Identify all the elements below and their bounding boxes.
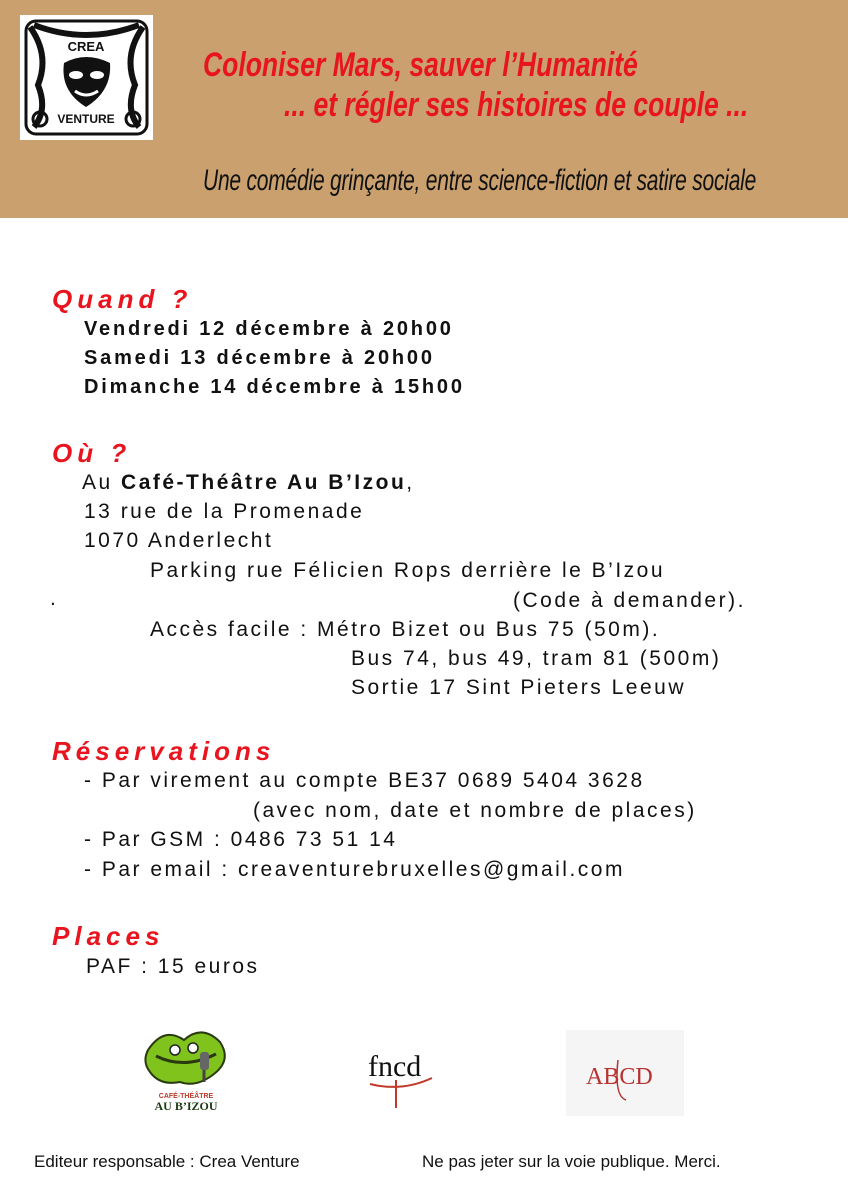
- access-bus: Bus 74, bus 49, tram 81 (500m): [351, 647, 722, 670]
- price-info: PAF : 15 euros: [86, 955, 260, 978]
- svg-text:fncd: fncd: [368, 1050, 422, 1083]
- lips-icon: [140, 1022, 232, 1114]
- theatre-mask-icon: [20, 15, 153, 140]
- abcd-mark: [566, 1030, 684, 1116]
- fncd-mark: [366, 1036, 438, 1110]
- date-friday: Vendredi 12 décembre à 20h00: [84, 318, 454, 340]
- svg-text:ABCD: ABCD: [586, 1064, 653, 1090]
- reservations-title: Réservations: [52, 736, 276, 766]
- title-line-1: Coloniser Mars, sauver l’Humanité: [203, 46, 638, 84]
- access-info: Accès facile : Métro Bizet ou Bus 75 (50m).: [150, 618, 661, 641]
- venue-name: Café-Théâtre Au B’Izou: [121, 471, 407, 494]
- title-line-2: ... et régler ses histoires de couple ...: [284, 86, 749, 124]
- svg-text:CREA: CREA: [67, 39, 105, 54]
- parking-info: Parking rue Félicien Rops derrière le B’Izou: [150, 559, 666, 582]
- fncd-logo: [366, 1036, 438, 1110]
- parking-note: (Code à demander).: [513, 589, 746, 612]
- abcd-logo: [566, 1030, 684, 1116]
- venue-street: 13 rue de la Promenade: [84, 500, 365, 523]
- when-title: Quand ?: [52, 284, 193, 314]
- venue-city: 1070 Anderlecht: [84, 529, 274, 552]
- svg-text:AU B’IZOU: AU B’IZOU: [154, 1099, 218, 1113]
- parking-dot: .: [50, 587, 59, 610]
- crea-venture-logo: [20, 15, 153, 140]
- venue-line: [82, 471, 415, 495]
- places-title: Places: [52, 921, 165, 951]
- venue-intro: Au: [82, 471, 122, 494]
- disposal-notice: Ne pas jeter sur la voie publique. Merci.: [422, 1152, 721, 1171]
- date-sunday: Dimanche 14 décembre à 15h00: [84, 376, 465, 398]
- svg-text:CAFÉ-THÉÂTRE: CAFÉ-THÉÂTRE: [158, 1093, 214, 1100]
- header-banner: [0, 0, 848, 218]
- where-title: Où ?: [52, 438, 132, 468]
- access-exit: Sortie 17 Sint Pieters Leeuw: [351, 676, 686, 699]
- date-saturday: Samedi 13 décembre à 20h00: [84, 347, 435, 369]
- cafe-theatre-au-bizou-logo: [140, 1022, 232, 1114]
- subtitle: Une comédie grinçante, entre science-fiction et satire sociale: [203, 164, 757, 197]
- publisher-note: Editeur responsable : Crea Venture: [34, 1152, 300, 1171]
- reservation-gsm: - Par GSM : 0486 73 51 14: [84, 828, 398, 851]
- venue-suffix: ,: [406, 471, 415, 494]
- reservation-transfer-note: (avec nom, date et nombre de places): [253, 799, 697, 822]
- reservation-transfer: - Par virement au compte BE37 0689 5404 3628: [84, 769, 645, 792]
- svg-text:VENTURE: VENTURE: [57, 112, 115, 126]
- reservation-email: - Par email : creaventurebruxelles@gmail.com: [84, 858, 625, 881]
